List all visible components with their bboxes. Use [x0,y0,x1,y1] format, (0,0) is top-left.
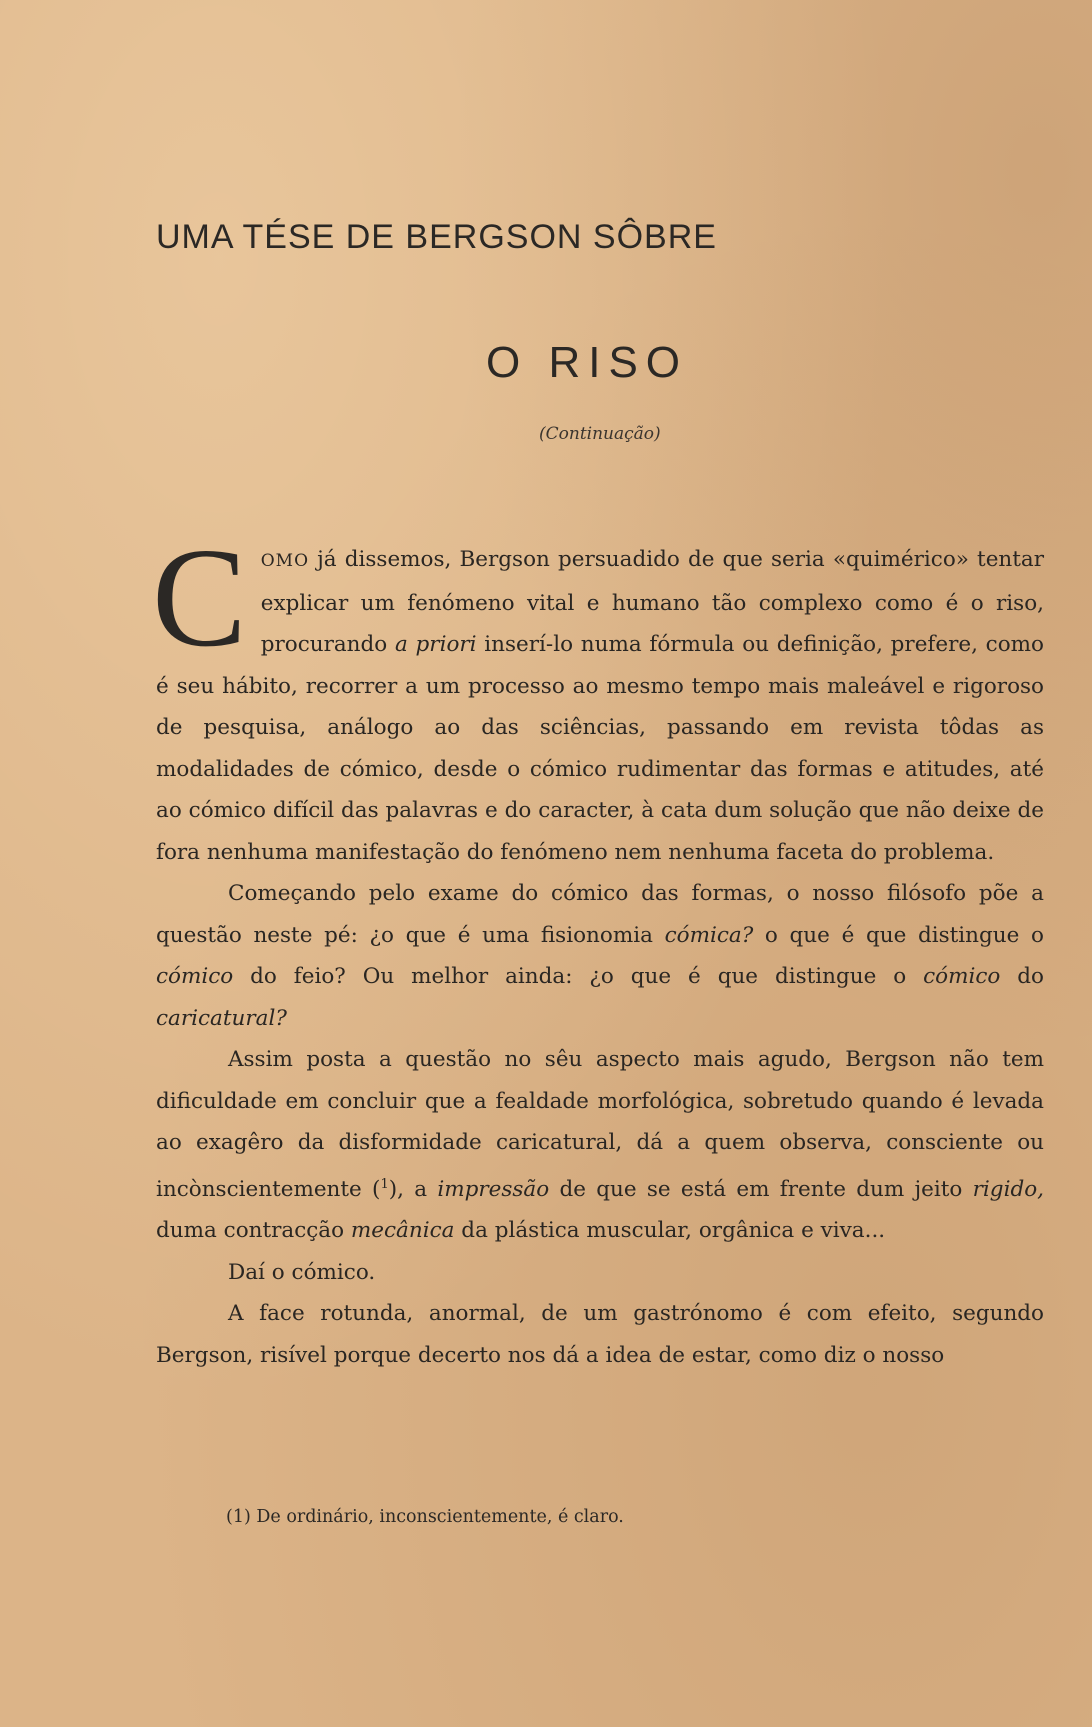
italic-run: cómica? [664,922,754,948]
paragraph-3 [156,1039,1044,1252]
italic-run: a priori [394,632,477,657]
italic-run: cómico [923,964,1001,989]
small-caps-lead: OMO [260,551,309,571]
italic-run: impressão [437,1176,550,1202]
paragraph-5: A face rotunda, anormal, de um gastrónomo é com efeito, segundo Bergson, risível porque decerto nos dá a idea de estar, como diz o nosso [156,1301,1044,1368]
page [152,0,1044,1727]
text-run: duma contracção [156,1218,351,1244]
article-title: O RISO [486,338,689,387]
article-supertitle: UMA TÉSE DE BERGSON SÔBRE [156,218,717,256]
text-run: ), a [388,1176,438,1202]
drop-cap: C [152,518,247,676]
text-run: Assim posta a questão no sêu aspecto mais agudo, Bergson não tem dificuldade em concluir que a fealdade morfológica, sobretudo quando é levada ao exagêro da disformidade caricatural, dá a quem observa, consciente ou incònscientemente ( [156,1047,1044,1202]
footnote-reference: 1 [380,1176,389,1192]
article-subtitle: (Continuação) [539,424,661,444]
footnote [226,1507,624,1527]
text-run: do [1000,964,1044,989]
text-run: o que é que distingue o [753,922,1044,948]
paragraph-1 [152,518,1044,873]
text-run: de que se está em frente dum jeito [549,1176,973,1202]
text-run: já dissemos, Bergson persuadido de que seria «quimérico» tentar explicar um fenómeno vital e humano tão complexo como é o riso, procurando [260,547,1044,657]
paragraph-2 [156,873,1044,1039]
italic-run: mecânica [350,1218,455,1244]
text-run: inserí-lo numa fórmula ou definição, prefere, como é seu hábito, recorrer a um processo ao mesmo tempo mais maleável e rigoroso de pesquisa, análogo ao das sciências, passando em revista tôdas as modalidades de cómico, desde o cómico rudimentar das formas e atitudes, até ao cómico difícil das palavras e do caracter, à cata dum solução que não deixe de fora nenhuma manifestação do fenómeno nem nenhuma faceta do problema. [156,632,1044,865]
text-run: do feio? Ou melhor ainda: ¿o que é que distingue o [233,964,924,989]
article-body [152,518,1044,1376]
footnote-text: De ordinário, inconscientemente, é claro. [256,1507,624,1527]
text-run: Começando pelo exame do cómico das formas, o nosso filósofo põe a questão neste pé: ¿o que é uma fisionomia [156,881,1044,948]
italic-run: caricatural? [156,1005,287,1031]
italic-run: rigido, [972,1176,1044,1202]
paragraph-4: Daí o cómico. [228,1259,376,1285]
text-run: da plástica muscular, orgânica e viva... [454,1218,886,1244]
italic-run: cómico [156,964,234,989]
footnote-marker: (1) [226,1507,251,1527]
